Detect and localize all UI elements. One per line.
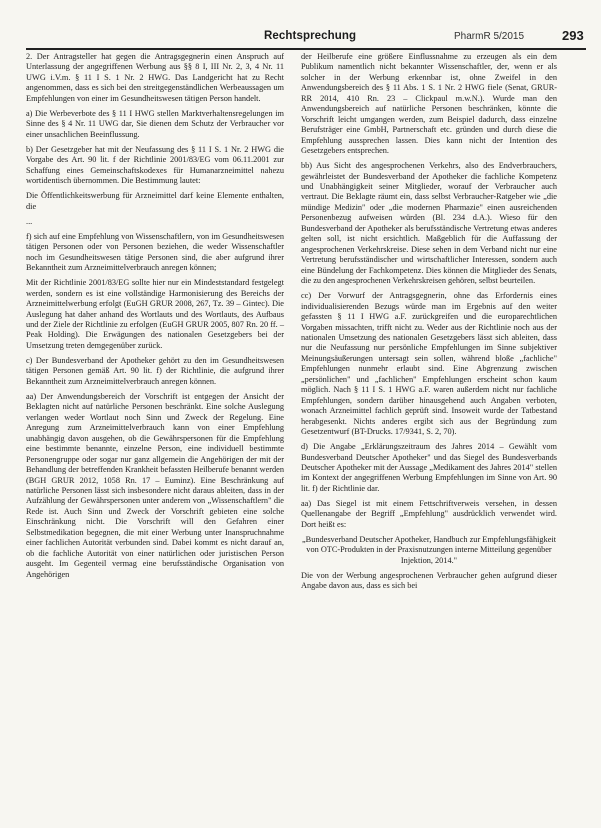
ellipsis: ... xyxy=(26,216,33,226)
paragraph: a) Die Werbeverbote des § 11 I HWG stellen Marktverhaltensregelungen im Sinne des § 4 Nr. 11 UWG dar, Sie dienen dem Schutz der Verbraucher vor einer unsachlichen Beeinflussung. xyxy=(26,108,284,139)
paragraph: b) Der Gesetzgeber hat mit der Neufassung des § 11 I S. 1 Nr. 2 HWG die Vorgabe des Art. 90 lit. f der Richtlinie 2001/83/EG vom 06.11.2001 zur Schaffung eines Gemeinschaftskodexes für Humanarzneimittel nahezu wortidentisch übernommen. Die Bestimmung lautet: xyxy=(26,144,284,186)
paragraph: f) sich auf eine Empfehlung von Wissenschaftlern, von im Gesundheitswesen tätigen Personen oder von Personen beziehen, die weder Wissenschaftler noch im Gesundheitswesen tätige Personen sind, die aber aufgrund ihrer Bekanntheit zum Arzneimittelverbrauch anregen können; xyxy=(26,231,284,273)
paragraph: aa) Der Anwendungsbereich der Vorschrift ist entgegen der Ansicht der Beklagten nicht auf natürliche Personen beschränkt. Eine solche Auslegung verlangen weder Wortlaut noch Sinn und Zweck der Regelung. Eine Anregung zum Arzneimittelverbrauch kann von einer Empfehlung unabhängig davon ausgehen, ob die Gewährspersonen für die Empfehlung eine bestimmte benannte, einzelne Person, eine individuell bestimmte Personengruppe oder sogar nur ganz allgemein die Angehörigen der mit der Behandlung der betreffenden Krankheit befassten Heilberufe benannt werden (BGH GRUR 2012, 1058 Rn. 17 – Euminz). Eine Beschränkung auf natürliche Personen lässt sich insbesondere nicht daraus ableiten, dass in der Aufzählung der Gewährspersonen unter anderem von „Wissenschaftlern" die Rede ist. Auch Sinn und Zweck der Vorschrift gebieten eine solche Einschränkung nicht. Die Vorschrift will den Gefahren einer Selbstmedikation begegnen, die mit einer Werbung unter Inanspruchnahme einer fachlichen Autorität verbunden sind. Dabei kommt es nicht darauf an, ob die fachliche Autorität von einer natürlichen oder juristischen Person ausgeht. Im Gegenteil vermag eine berufsständische Organisation von Angehörigen xyxy=(26,391,284,579)
header-rule xyxy=(26,48,586,50)
paragraph: Die Öffentlichkeitswerbung für Arzneimittel darf keine Elemente enthalten, die xyxy=(26,191,284,211)
paragraph: aa) Das Siegel ist mit einem Fettschriftverweis versehen, in dessen Quellenangabe der Begriff „Empfehlung" ausdrücklich verwendet wird. Dort heißt es: xyxy=(301,498,557,529)
section-title: Rechtsprechung xyxy=(264,30,357,42)
paragraph: c) Der Bundesverband der Apotheker gehört zu den im Gesundheitswesen tätigen Personen gemäß Art. 90 lit. f) der Richtlinie, die aufgrund ihrer Bekanntheit zum Arzneimittelverbrauch anregen können. xyxy=(26,355,284,386)
paragraph: bb) Aus Sicht des angesprochenen Verkehrs, also des Endverbrauchers, gewährleistet der Bundesverband der Apotheker die fachliche Kompetenz und Unabhängigkeit seiner Mitglieder, worauf der Verbraucher auch vertraut. Die Beklagte räumt ein, dass selbst Verbraucher-Ratgeber wie „die mündige Medizin" oder „die modernen Pharmazie" einen ausreichenden Personenbezug aufweisen würden (Bl. 234 d.A.). Wieso für den Bundesverband der Apotheker als berufsständische Vertretung etwas anderes gelten soll, ist nicht ersichtlich. Maßgeblich für die Auffassung der angesprochenen Verkehrskreise. Diese sehen in dem Verband nicht nur eine Vertretung berufsständischer und wirtschaftlicher Interessen, sondern auch eine Bündelung der Fachkompetenz. Dies können die Mitglieder des Senats, die zu den angesprochenen Verkehrskreisen gehören, selbst beurteilen. xyxy=(301,161,557,286)
journal-issue: PharmR 5/2015 xyxy=(454,31,525,42)
paragraph: Mit der Richtlinie 2001/83/EG sollte hier nur ein Mindeststandard festgelegt werden, sondern es ist eine vollständige Harmonisierung des Bereichs der Arzneimittelwerbung erfolgt (EuGH GRUR 2008, 267, Tz. 39 – Gintec). Die Auslegung hat daher anhand des Wortlauts und des Wortlauts, des Aufbaus und der Ziele der Richtlinie zu erfolgen (EuGH GRUR 2005, 807 Rn. 20 ff. – Peak Holding). Die Erwägungen des nationalen Gesetzgebers bei der Umsetzung treten demgegenüber zurück. xyxy=(26,278,284,350)
paragraph: Die von der Werbung angesprochenen Verbraucher gehen aufgrund dieser Angabe davon aus, dass es sich bei xyxy=(301,570,557,591)
page-header xyxy=(26,22,586,48)
right-column xyxy=(301,52,557,596)
left-column xyxy=(26,52,284,585)
paragraph: der Heilberufe eine größere Einflussnahme zu erzeugen als ein dem Publikum namentlich nicht bekannter Wissenschaftler, der, wenn er als solcher in der Werbung erkennbar ist, ohne Zweifel in den Anwendungsbereich des § 11 Abs. 1 S. 1 Nr. 2 HWG fiele (Senat, GRUR-RR 2014, 410 Rn. 23 – Clickpaul m.w.N.). Wurde man den Anwendungsbereich auf natürliche Personen beschränken, könnte die Vorschrift leicht umgangen werden, zum Beispiel dadurch, dass einzelne Berufsträger eine GmbH, Partnerschaft etc. gründen und durch diese die Empfehlung aussprechen lassen. Dies kann nicht der Intention des Gesetzgebers entsprechen. xyxy=(301,52,557,156)
page-number: 293 xyxy=(562,28,584,43)
quotation: „Bundesverband Deutscher Apotheker, Handbuch zur Empfehlungsfähigkeit von OTC-Produkten in der Praxisnutzungen interne Mitteilung gegenüber Injektion, 2014." xyxy=(301,534,557,565)
paragraph: 2. Der Antragsteller hat gegen die Antragsgegnerin einen Anspruch auf Unterlassung der angegriffenen Werbung aus §§ 8 I, III Nr. 2, 3, 4 Nr. 11 UWG i.V.m. § 11 I S. 1 Nr. 2 HWG. Das Landgericht hat zu Recht angenommen, dass es sich bei den streitgegenständlichen Werbeaussagen um Empfehlungen von einer im Gesundheitswesen tätigen Person handelt. xyxy=(26,52,284,103)
paragraph: d) Die Angabe „Erklärungszeitraum des Jahres 2014 – Gewählt vom Bundesverband Deutscher Apotheker" und das Siegel des Bundesverbands Deutscher Apotheker mit der Aussage „Medikament des Jahres 2014" stellen im Kontext der angegriffenen Werbung Empfehlungen im Sinne von Art. 90 lit. f) der Richtlinie dar. xyxy=(301,442,557,493)
paragraph: cc) Der Vorwurf der Antragsgegnerin, ohne das Erfordernis eines individualisierenden Bezugs würde man im Ergebnis auf den weiter gefassten § 11 I HWG a.F. zurückgreifen und die europarechtlichen Vorgaben missachten, trifft nicht zu. Weder aus der Richtlinie noch aus der nationalen Umsetzung des nationalen Gesetzgebers lässt sich ableiten, dass nur die Neufassung nur persönliche Empfehlungen im Sinne subjektiver Meinungsäußerungen untersagt sein sollen, während bloße „fachliche" Empfehlungen nunmehr erlaubt sind. Eine Abgrenzung zwischen „persönlichen" und „fachlichen" Empfehlungen erscheint schon kaum möglich. Nach § 11 I S. 1 HWG a.F. waren außerdem nicht nur fachliche Empfehlungen, sondern darüber hinausgehend auch Angaben verboten, wonach Arzneimittel fachlich geprüft sind. Insoweit wurde der Tatbestand herabgesenkt. Nichts anderes ergibt sich aus der Begründung zum Gesetzentwurf (BT-Drucks. 17/9341, S. 2, 70). xyxy=(301,291,557,437)
